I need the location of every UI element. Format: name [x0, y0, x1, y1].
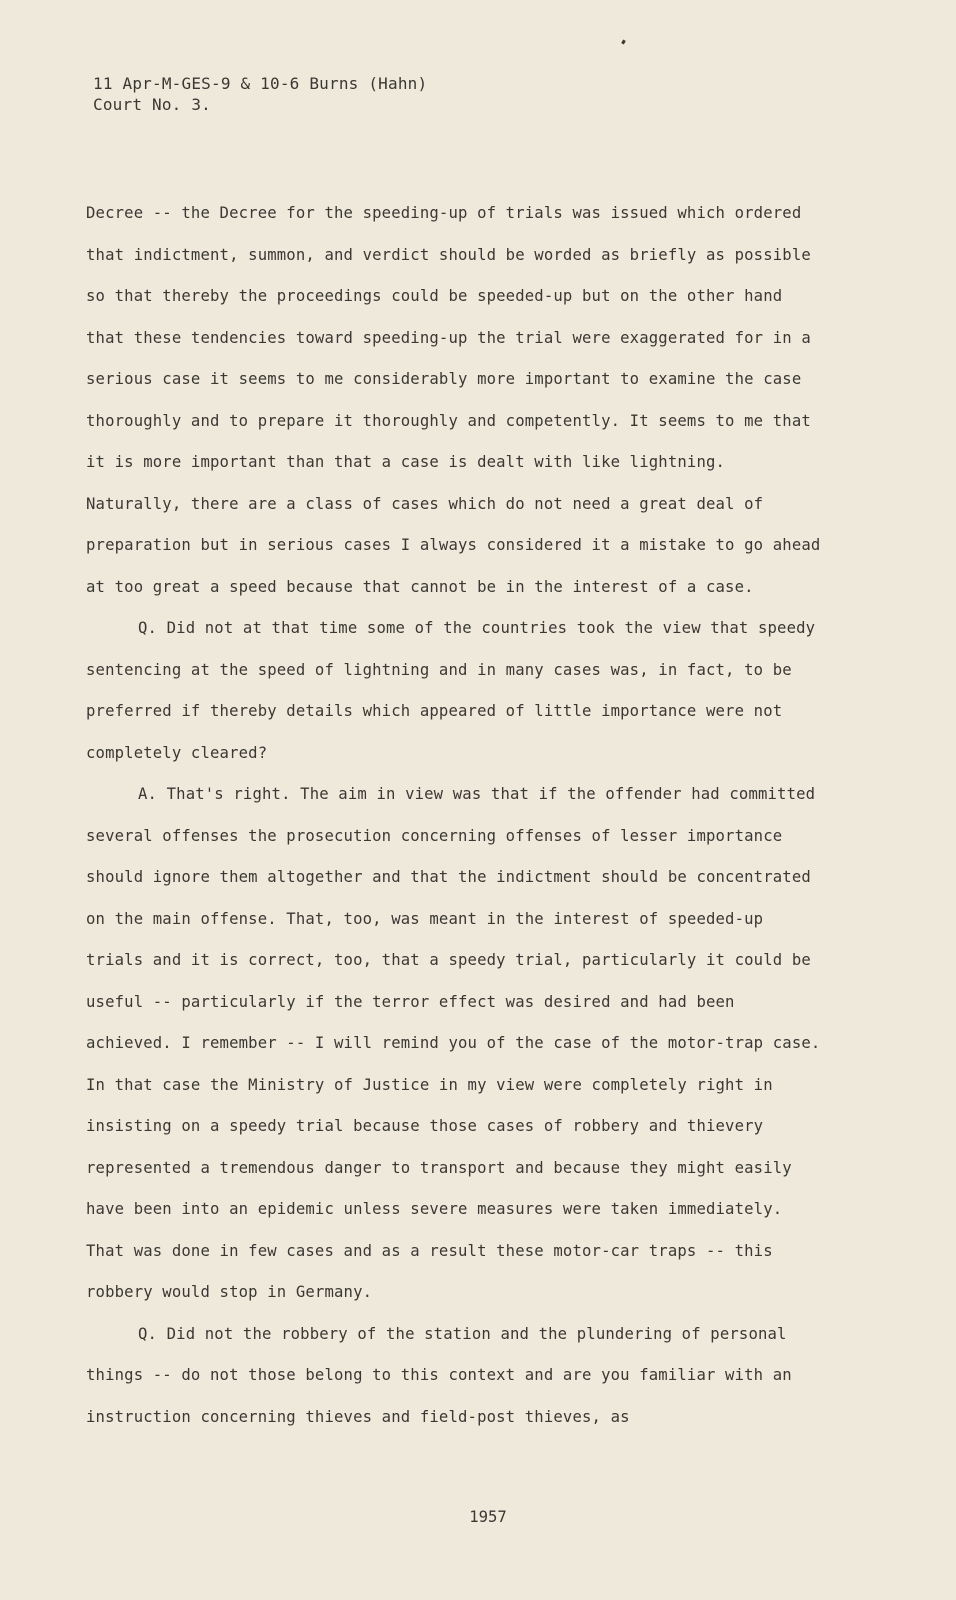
- page-number: 1957: [469, 1508, 507, 1526]
- document-header: [93, 73, 427, 115]
- paragraph-decree: Decree -- the Decree for the speeding-up of trials was issued which ordered that indictment, summon, and verdict should be worded as briefly as possible so that thereby the proceedings could be speeded-up but on the other hand that these tendencies toward speeding-up the trial were exaggerated for in a serious case it seems to me considerably more important to examine the case thoroughly and to prepare it thoroughly and competently. It seems to me that it is more important than that a case is dealt with like lightning. Naturally, there are a class of cases which do not need a great deal of preparation but in serious cases I always considered it a mistake to go ahead at too great a speed because that cannot be in the interest of a case.: [86, 204, 821, 596]
- transcript-body: [86, 193, 826, 1438]
- paragraph-question-2: Q. Did not the robbery of the station and the plundering of personal things -- do not those belong to this context and are you familiar with an instruction concerning thieves and field-post thieves, as: [86, 1324, 792, 1426]
- header-case-line: 11 Apr-M-GES-9 & 10-6 Burns (Hahn): [93, 74, 428, 93]
- paragraph-answer-1: A. That's right. The aim in view was that if the offender had committed several offenses the prosecution concerning offenses of lesser importance should ignore them altogether and that the indictment should be concentrated on the main offense. That, too, was meant in the interest of speeded-up trials and it is correct, too, that a speedy trial, particularly it could be useful -- particularly if the terror effect was desired and had been achieved. I remember -- I will remind you of the case of the motor-trap case. In that case the Ministry of Justice in my view were completely right in insisting on a speedy trial because those cases of robbery and thievery represented a tremendous danger to transport and because they might easily have been into an epidemic unless severe measures were taken immediately. That was done in few cases and as a result these motor-car traps -- this robbery would stop in Germany.: [86, 785, 821, 1301]
- ink-speck: [621, 40, 626, 45]
- paragraph-question-1: Q. Did not at that time some of the countries took the view that speedy sentencing at the speed of lightning and in many cases was, in fact, to be preferred if thereby details which appeared of little importance were not completely cleared?: [86, 619, 816, 762]
- header-court-line: Court No. 3.: [93, 95, 211, 114]
